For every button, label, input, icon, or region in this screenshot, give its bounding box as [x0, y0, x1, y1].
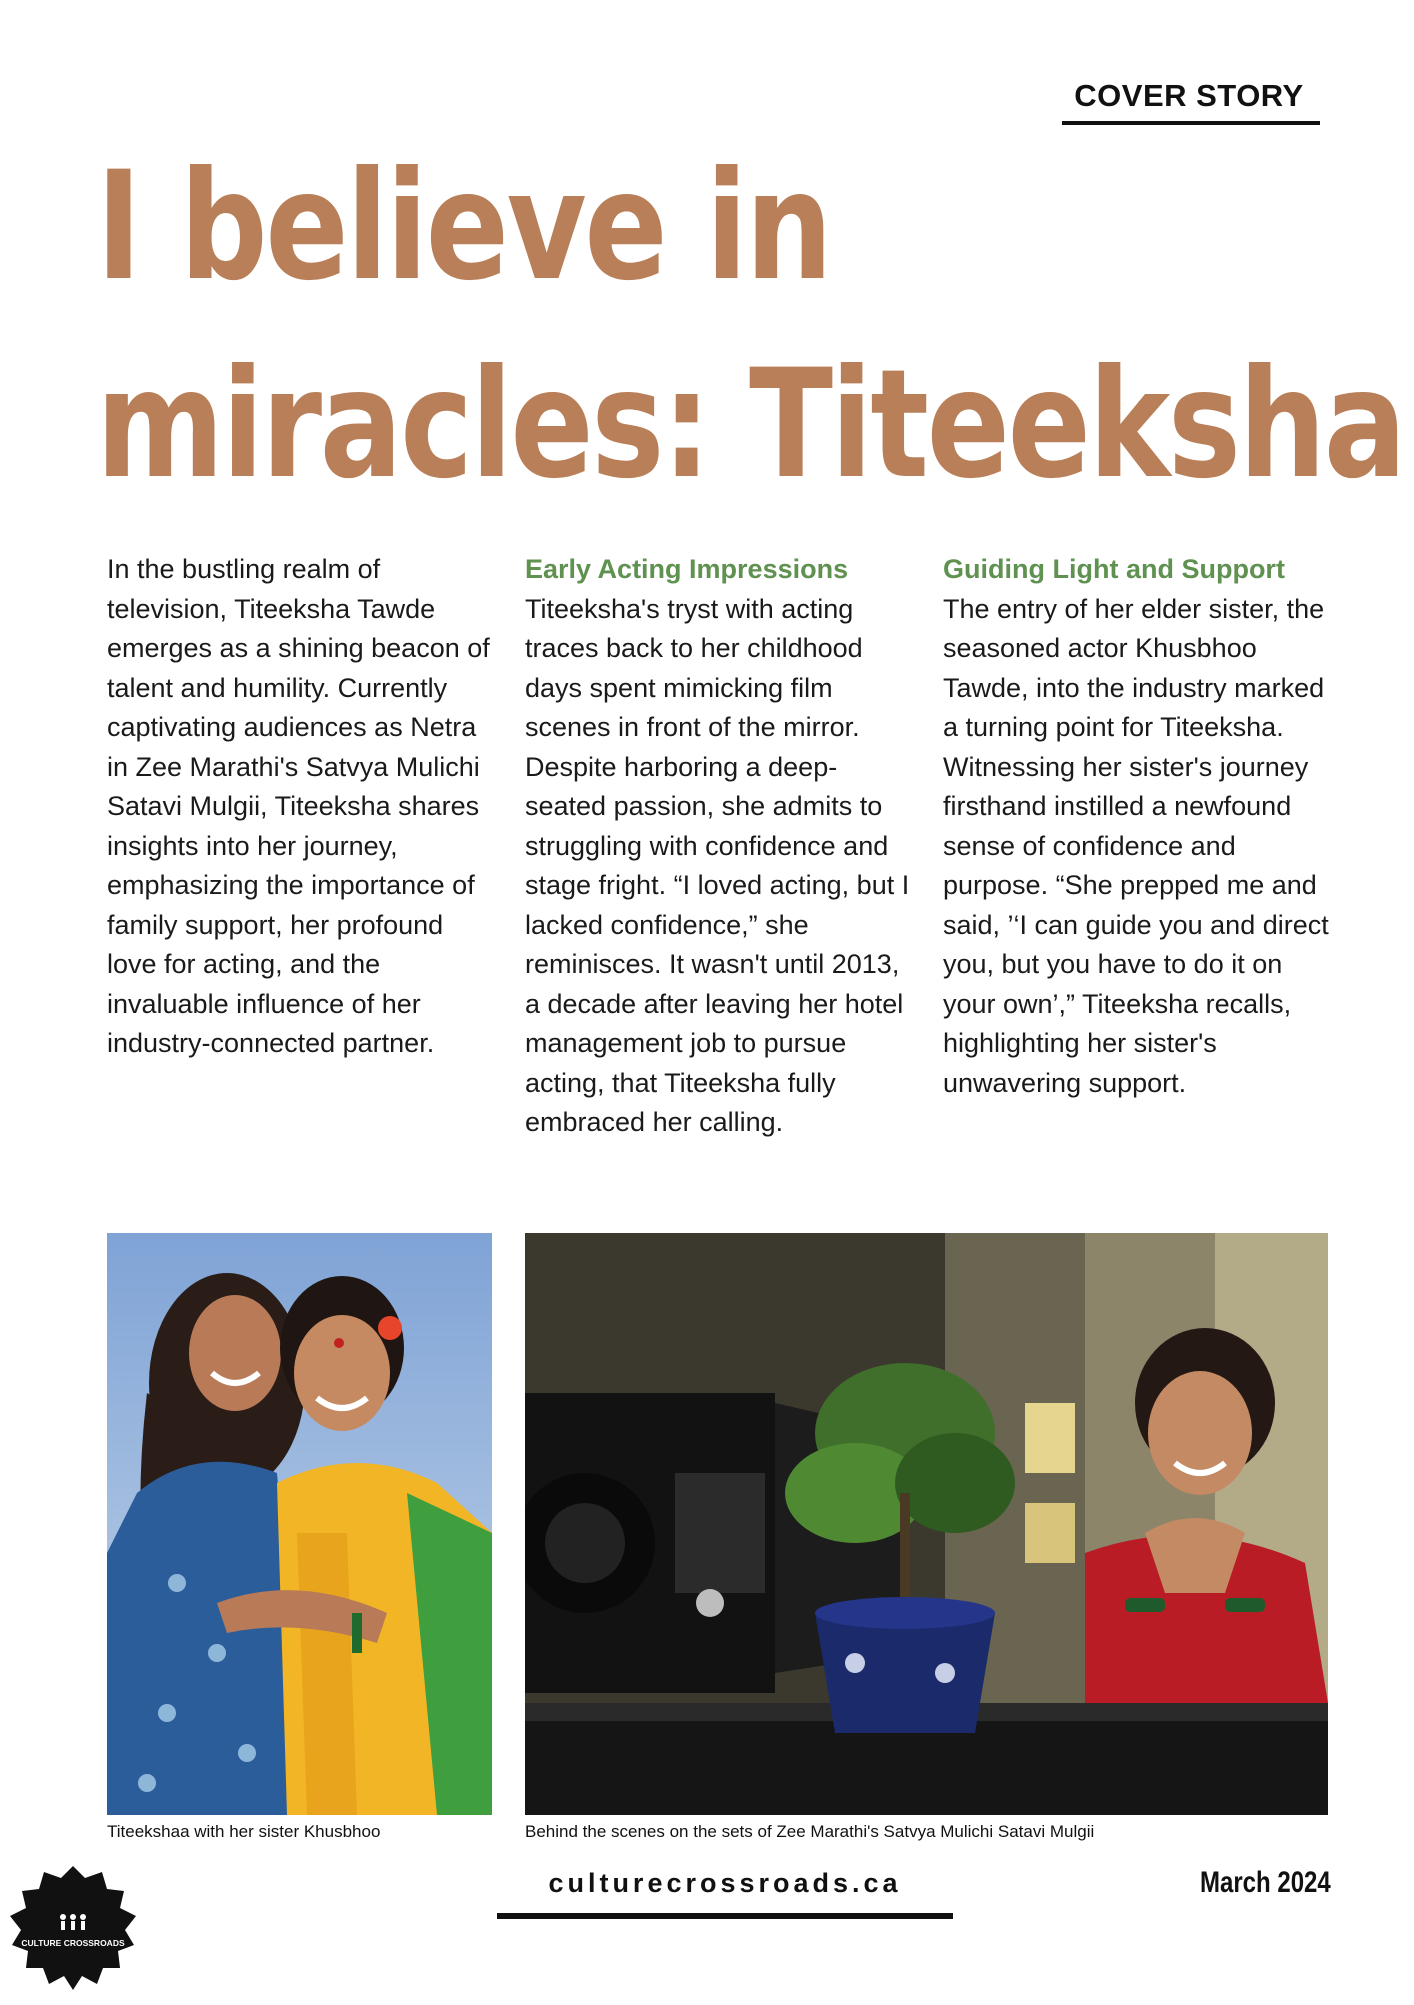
section-tag-underline: [1062, 121, 1320, 125]
early-acting-paragraph: Titeeksha's tryst with acting traces back to her childhood days spent mimicking film scenes in front of the mirror. Despite harboring a deep-seated passion, she admits to struggling with confidence and stage fright. “I loved acting, but I lacked confidence,” she reminisces. It wasn't until 2013, a decade after leaving her hotel management job to pursue acting, that Titeeksha fully embraced her calling.: [525, 593, 910, 1137]
photo-sisters: [107, 1233, 492, 1815]
website-url[interactable]: culturecrossroads.ca: [548, 1868, 902, 1898]
section-tag: COVER STORY: [1074, 78, 1304, 113]
logo-text: CULTURE CROSSROADS: [21, 1938, 125, 1948]
photo-sisters-caption: Titeekshaa with her sister Khusbhoo: [107, 1822, 381, 1841]
intro-paragraph: In the bustling realm of television, Titeeksha Tawde emerges as a shining beacon of talent and humility. Currently captivating audiences as Netra in Zee Marathi's Satvya Mulichi Satavi Mulgii, Titeeksha shares insights into her journey, emphasizing the importance of family support, her profound love for acting, and the invaluable influence of her industry-connected partner.: [107, 554, 490, 1058]
column-early-acting: [525, 550, 915, 1143]
headline-line-1: I believe in: [96, 140, 831, 314]
headline: [96, 128, 1405, 524]
headline-line-2: miracles: Titeeksha: [96, 338, 1405, 512]
photo-behind-the-scenes-caption: Behind the scenes on the sets of Zee Marathi's Satvya Mulichi Satavi Mulgii: [525, 1822, 1095, 1841]
guiding-light-heading: Guiding Light and Support: [943, 554, 1285, 584]
guiding-light-paragraph: The entry of her elder sister, the seasoned actor Khusbhoo Tawde, into the industry marked a turning point for Titeeksha. Witnessing her sister's journey firsthand instilled a newfound sense of confidence and purpose. “She prepped me and said, ’‘I can guide you and direct you, but you have to do it on your own’,” Titeeksha recalls, highlighting her sister's unwavering support.: [943, 593, 1329, 1098]
photo-behind-the-scenes: [525, 1233, 1328, 1815]
early-acting-heading: Early Acting Impressions: [525, 554, 849, 584]
column-intro: [107, 550, 497, 1064]
website-underline: [497, 1913, 953, 1919]
culture-crossroads-logo: [6, 1866, 140, 2000]
issue-date: March 2024: [1200, 1866, 1331, 1899]
column-guiding-light: [943, 550, 1333, 1103]
